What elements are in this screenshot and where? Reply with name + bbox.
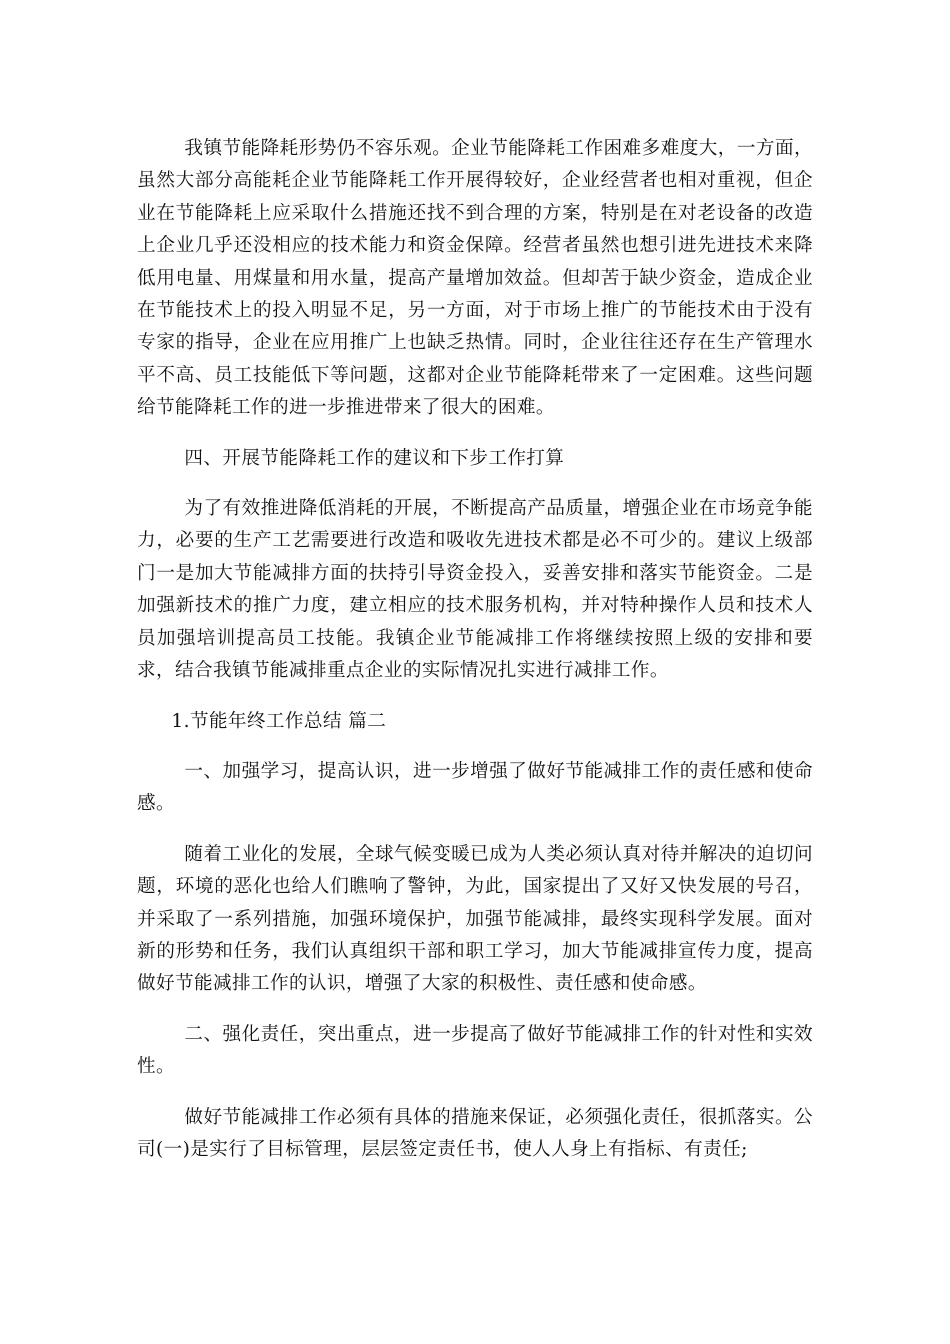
paragraph-energy-situation: 我镇节能降耗形势仍不容乐观。企业节能降耗工作困难多难度大，一方面，虽然大部分高能耗企业节能降耗工作开展得较好，企业经营者也相对重视，但企业在节能降耗上应采取什么措施还找不到合理的方案，特别是在对老设备的改造上企业几乎还没相应的技术能力和资金保障。经营者虽然也想引进先进技术来降低用电量、用煤量和用水量，提高产量增加效益。但却苦于缺少资金，造成企业在节能技术上的投入明显不足，另一方面，对于市场上推广的节能技术由于没有专家的指导，企业在应用推广上也缺乏热情。同时，企业往往还存在生产管理水平不高、员工技能低下等问题，这都对企业节能降耗带来了一定困难。这些问题给节能降耗工作的进一步推进带来了很大的困难。	[137, 138, 813, 419]
paragraph-suggestions: 为了有效推进降低消耗的开展，不断提高产品质量，增强企业在市场竞争能力，必要的生产工艺需要进行改造和吸收先进技术都是必不可少的。建议上级部门一是加大节能减排方面的扶持引导资金投入，妥善安排和落实节能资金。二是加强新技术的推广力度，建立相应的技术服务机构，并对特种操作人员和技术人员加强培训提高员工技能。我镇企业节能减排工作将继续按照上级的安排和要求，结合我镇节能减排重点企业的实际情况扎实进行减排工作。	[137, 498, 813, 682]
paragraph-industrialization: 随着工业化的发展，全球气候变暖已成为人类必须认真对待并解决的迫切问题，环境的恶化也给人们瞧响了警钟，为此，国家提出了又好又快发展的号召，并采取了一系列措施，加强环境保护，加强节能减排，最终实现科学发展。面对新的形势和任务，我们认真组织干部和职工学习，加大节能减排宣传力度，提高做好节能减排工作的认识，增强了大家的积极性、责任感和使命感。	[137, 843, 813, 995]
document-page	[137, 133, 813, 1166]
section-heading-part-two: 1.节能年终工作总结 篇二	[171, 710, 387, 732]
heading-strengthen-responsibility: 二、强化责任，突出重点，进一步提高了做好节能减排工作的针对性和实效性。	[137, 1023, 813, 1078]
heading-suggestions: 四、开展节能降耗工作的建议和下步工作打算	[184, 447, 565, 469]
paragraph-measures: 做好节能减排工作必须有具体的措施来保证，必须强化责任，很抓落实。公司(一)是实行了目标管理，层层签定责任书，使人人身上有指标、有责任;	[137, 1106, 813, 1160]
heading-strengthen-learning: 一、加强学习，提高认识，进一步增强了做好节能减排工作的责任感和使命感。	[137, 760, 813, 815]
